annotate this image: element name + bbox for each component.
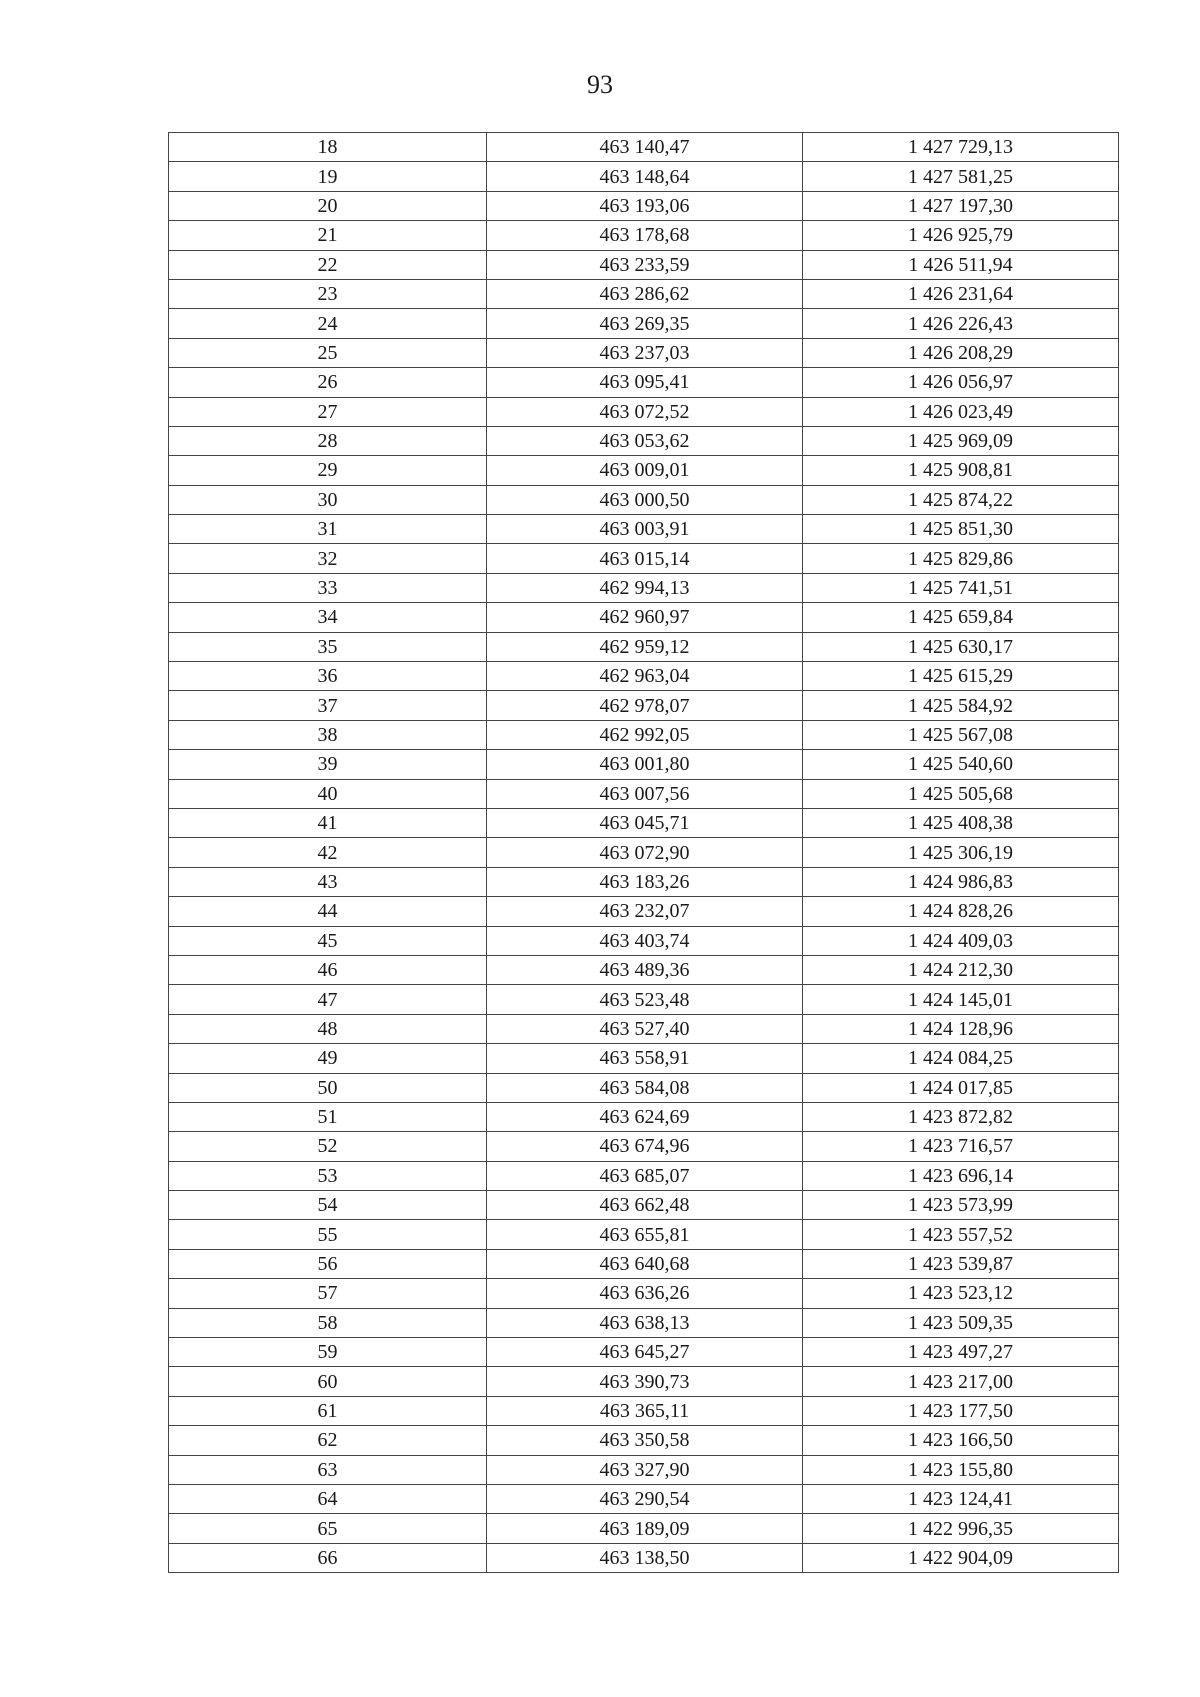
point-number-cell: 34 [169, 603, 487, 632]
x-coordinate-cell: 463 009,01 [487, 456, 803, 485]
y-coordinate-cell: 1 423 155,80 [803, 1455, 1119, 1484]
table-row [169, 191, 1119, 220]
y-coordinate-cell: 1 427 197,30 [803, 191, 1119, 220]
x-coordinate-cell: 463 527,40 [487, 1014, 803, 1043]
y-coordinate-cell: 1 425 908,81 [803, 456, 1119, 485]
x-coordinate-cell: 463 365,11 [487, 1396, 803, 1425]
point-number-cell: 39 [169, 750, 487, 779]
y-coordinate-cell: 1 423 716,57 [803, 1132, 1119, 1161]
point-number-cell: 27 [169, 397, 487, 426]
y-coordinate-cell: 1 422 904,09 [803, 1543, 1119, 1572]
point-number-cell: 63 [169, 1455, 487, 1484]
x-coordinate-cell: 463 045,71 [487, 808, 803, 837]
table-row [169, 1396, 1119, 1425]
y-coordinate-cell: 1 425 615,29 [803, 662, 1119, 691]
table-row [169, 1338, 1119, 1367]
x-coordinate-cell: 463 390,73 [487, 1367, 803, 1396]
point-number-cell: 29 [169, 456, 487, 485]
table-row [169, 1484, 1119, 1513]
table-row [169, 250, 1119, 279]
point-number-cell: 47 [169, 985, 487, 1014]
y-coordinate-cell: 1 426 231,64 [803, 279, 1119, 308]
point-number-cell: 45 [169, 926, 487, 955]
y-coordinate-cell: 1 425 741,51 [803, 573, 1119, 602]
point-number-cell: 60 [169, 1367, 487, 1396]
point-number-cell: 44 [169, 897, 487, 926]
x-coordinate-cell: 463 003,91 [487, 515, 803, 544]
table-row [169, 1044, 1119, 1073]
y-coordinate-cell: 1 423 509,35 [803, 1308, 1119, 1337]
point-number-cell: 18 [169, 133, 487, 162]
y-coordinate-cell: 1 423 539,87 [803, 1249, 1119, 1278]
x-coordinate-cell: 463 140,47 [487, 133, 803, 162]
y-coordinate-cell: 1 425 659,84 [803, 603, 1119, 632]
table-row [169, 1249, 1119, 1278]
y-coordinate-cell: 1 426 023,49 [803, 397, 1119, 426]
point-number-cell: 57 [169, 1279, 487, 1308]
x-coordinate-cell: 463 072,52 [487, 397, 803, 426]
point-number-cell: 53 [169, 1161, 487, 1190]
table-row [169, 338, 1119, 367]
table-row [169, 221, 1119, 250]
point-number-cell: 33 [169, 573, 487, 602]
x-coordinate-cell: 463 558,91 [487, 1044, 803, 1073]
y-coordinate-cell: 1 425 408,38 [803, 808, 1119, 837]
x-coordinate-cell: 462 992,05 [487, 720, 803, 749]
table-row [169, 368, 1119, 397]
x-coordinate-cell: 463 290,54 [487, 1484, 803, 1513]
point-number-cell: 46 [169, 955, 487, 984]
table-row [169, 1191, 1119, 1220]
x-coordinate-cell: 463 189,09 [487, 1514, 803, 1543]
y-coordinate-cell: 1 424 212,30 [803, 955, 1119, 984]
y-coordinate-cell: 1 424 017,85 [803, 1073, 1119, 1102]
point-number-cell: 38 [169, 720, 487, 749]
y-coordinate-cell: 1 425 567,08 [803, 720, 1119, 749]
x-coordinate-cell: 463 624,69 [487, 1102, 803, 1131]
table-row [169, 1455, 1119, 1484]
x-coordinate-cell: 463 233,59 [487, 250, 803, 279]
table-row [169, 1426, 1119, 1455]
y-coordinate-cell: 1 426 056,97 [803, 368, 1119, 397]
y-coordinate-cell: 1 425 874,22 [803, 485, 1119, 514]
point-number-cell: 56 [169, 1249, 487, 1278]
y-coordinate-cell: 1 423 696,14 [803, 1161, 1119, 1190]
y-coordinate-cell: 1 425 505,68 [803, 779, 1119, 808]
x-coordinate-cell: 463 183,26 [487, 867, 803, 896]
table-row [169, 1161, 1119, 1190]
table-row [169, 926, 1119, 955]
point-number-cell: 66 [169, 1543, 487, 1572]
y-coordinate-cell: 1 424 145,01 [803, 985, 1119, 1014]
table-row [169, 162, 1119, 191]
point-number-cell: 64 [169, 1484, 487, 1513]
table-row [169, 897, 1119, 926]
point-number-cell: 52 [169, 1132, 487, 1161]
point-number-cell: 49 [169, 1044, 487, 1073]
table-row [169, 985, 1119, 1014]
point-number-cell: 42 [169, 838, 487, 867]
x-coordinate-cell: 463 636,26 [487, 1279, 803, 1308]
table-row [169, 1102, 1119, 1131]
x-coordinate-cell: 463 095,41 [487, 368, 803, 397]
x-coordinate-cell: 463 007,56 [487, 779, 803, 808]
point-number-cell: 25 [169, 338, 487, 367]
coordinates-table [168, 132, 1119, 1573]
x-coordinate-cell: 462 963,04 [487, 662, 803, 691]
point-number-cell: 37 [169, 691, 487, 720]
x-coordinate-cell: 463 148,64 [487, 162, 803, 191]
x-coordinate-cell: 463 489,36 [487, 955, 803, 984]
table-row [169, 1543, 1119, 1572]
table-row [169, 1073, 1119, 1102]
x-coordinate-cell: 463 655,81 [487, 1220, 803, 1249]
point-number-cell: 31 [169, 515, 487, 544]
point-number-cell: 40 [169, 779, 487, 808]
table-row [169, 838, 1119, 867]
x-coordinate-cell: 463 638,13 [487, 1308, 803, 1337]
point-number-cell: 20 [169, 191, 487, 220]
x-coordinate-cell: 463 685,07 [487, 1161, 803, 1190]
y-coordinate-cell: 1 427 581,25 [803, 162, 1119, 191]
point-number-cell: 24 [169, 309, 487, 338]
y-coordinate-cell: 1 425 969,09 [803, 426, 1119, 455]
x-coordinate-cell: 463 523,48 [487, 985, 803, 1014]
x-coordinate-cell: 463 674,96 [487, 1132, 803, 1161]
point-number-cell: 32 [169, 544, 487, 573]
y-coordinate-cell: 1 424 128,96 [803, 1014, 1119, 1043]
y-coordinate-cell: 1 425 306,19 [803, 838, 1119, 867]
x-coordinate-cell: 463 138,50 [487, 1543, 803, 1572]
y-coordinate-cell: 1 426 208,29 [803, 338, 1119, 367]
table-row [169, 544, 1119, 573]
coordinates-table-body [169, 133, 1119, 1573]
y-coordinate-cell: 1 425 584,92 [803, 691, 1119, 720]
y-coordinate-cell: 1 423 166,50 [803, 1426, 1119, 1455]
table-row [169, 1514, 1119, 1543]
y-coordinate-cell: 1 423 557,52 [803, 1220, 1119, 1249]
table-row [169, 1220, 1119, 1249]
y-coordinate-cell: 1 423 217,00 [803, 1367, 1119, 1396]
y-coordinate-cell: 1 426 226,43 [803, 309, 1119, 338]
y-coordinate-cell: 1 422 996,35 [803, 1514, 1119, 1543]
x-coordinate-cell: 463 286,62 [487, 279, 803, 308]
table-row [169, 1279, 1119, 1308]
point-number-cell: 23 [169, 279, 487, 308]
table-row [169, 955, 1119, 984]
y-coordinate-cell: 1 426 925,79 [803, 221, 1119, 250]
table-row [169, 456, 1119, 485]
point-number-cell: 19 [169, 162, 487, 191]
point-number-cell: 36 [169, 662, 487, 691]
x-coordinate-cell: 462 959,12 [487, 632, 803, 661]
y-coordinate-cell: 1 423 177,50 [803, 1396, 1119, 1425]
point-number-cell: 58 [169, 1308, 487, 1337]
y-coordinate-cell: 1 423 523,12 [803, 1279, 1119, 1308]
y-coordinate-cell: 1 425 630,17 [803, 632, 1119, 661]
x-coordinate-cell: 463 053,62 [487, 426, 803, 455]
y-coordinate-cell: 1 424 986,83 [803, 867, 1119, 896]
y-coordinate-cell: 1 426 511,94 [803, 250, 1119, 279]
point-number-cell: 43 [169, 867, 487, 896]
x-coordinate-cell: 463 193,06 [487, 191, 803, 220]
table-row [169, 1014, 1119, 1043]
point-number-cell: 48 [169, 1014, 487, 1043]
y-coordinate-cell: 1 424 409,03 [803, 926, 1119, 955]
x-coordinate-cell: 463 403,74 [487, 926, 803, 955]
y-coordinate-cell: 1 425 829,86 [803, 544, 1119, 573]
x-coordinate-cell: 463 237,03 [487, 338, 803, 367]
x-coordinate-cell: 463 662,48 [487, 1191, 803, 1220]
x-coordinate-cell: 463 178,68 [487, 221, 803, 250]
point-number-cell: 59 [169, 1338, 487, 1367]
y-coordinate-cell: 1 423 497,27 [803, 1338, 1119, 1367]
y-coordinate-cell: 1 423 872,82 [803, 1102, 1119, 1131]
x-coordinate-cell: 463 000,50 [487, 485, 803, 514]
y-coordinate-cell: 1 423 124,41 [803, 1484, 1119, 1513]
x-coordinate-cell: 463 350,58 [487, 1426, 803, 1455]
point-number-cell: 26 [169, 368, 487, 397]
table-row [169, 662, 1119, 691]
point-number-cell: 65 [169, 1514, 487, 1543]
x-coordinate-cell: 463 269,35 [487, 309, 803, 338]
x-coordinate-cell: 463 232,07 [487, 897, 803, 926]
y-coordinate-cell: 1 425 540,60 [803, 750, 1119, 779]
table-row [169, 1132, 1119, 1161]
table-row [169, 1367, 1119, 1396]
point-number-cell: 51 [169, 1102, 487, 1131]
x-coordinate-cell: 462 994,13 [487, 573, 803, 602]
table-row [169, 720, 1119, 749]
x-coordinate-cell: 463 645,27 [487, 1338, 803, 1367]
table-row [169, 426, 1119, 455]
x-coordinate-cell: 463 072,90 [487, 838, 803, 867]
point-number-cell: 35 [169, 632, 487, 661]
point-number-cell: 55 [169, 1220, 487, 1249]
y-coordinate-cell: 1 423 573,99 [803, 1191, 1119, 1220]
point-number-cell: 62 [169, 1426, 487, 1455]
point-number-cell: 50 [169, 1073, 487, 1102]
y-coordinate-cell: 1 425 851,30 [803, 515, 1119, 544]
table-row [169, 309, 1119, 338]
table-row [169, 808, 1119, 837]
x-coordinate-cell: 462 978,07 [487, 691, 803, 720]
table-row [169, 279, 1119, 308]
table-row [169, 779, 1119, 808]
table-row [169, 603, 1119, 632]
point-number-cell: 28 [169, 426, 487, 455]
table-row [169, 691, 1119, 720]
table-row [169, 632, 1119, 661]
point-number-cell: 21 [169, 221, 487, 250]
x-coordinate-cell: 463 327,90 [487, 1455, 803, 1484]
point-number-cell: 22 [169, 250, 487, 279]
y-coordinate-cell: 1 427 729,13 [803, 133, 1119, 162]
x-coordinate-cell: 463 640,68 [487, 1249, 803, 1278]
point-number-cell: 41 [169, 808, 487, 837]
table-row [169, 485, 1119, 514]
table-row [169, 397, 1119, 426]
page-number: 93 [587, 70, 613, 99]
point-number-cell: 61 [169, 1396, 487, 1425]
table-row [169, 750, 1119, 779]
y-coordinate-cell: 1 424 084,25 [803, 1044, 1119, 1073]
table-row [169, 133, 1119, 162]
x-coordinate-cell: 463 015,14 [487, 544, 803, 573]
table-row [169, 515, 1119, 544]
table-row [169, 867, 1119, 896]
x-coordinate-cell: 463 584,08 [487, 1073, 803, 1102]
y-coordinate-cell: 1 424 828,26 [803, 897, 1119, 926]
x-coordinate-cell: 462 960,97 [487, 603, 803, 632]
point-number-cell: 30 [169, 485, 487, 514]
point-number-cell: 54 [169, 1191, 487, 1220]
x-coordinate-cell: 463 001,80 [487, 750, 803, 779]
table-row [169, 573, 1119, 602]
table-row [169, 1308, 1119, 1337]
